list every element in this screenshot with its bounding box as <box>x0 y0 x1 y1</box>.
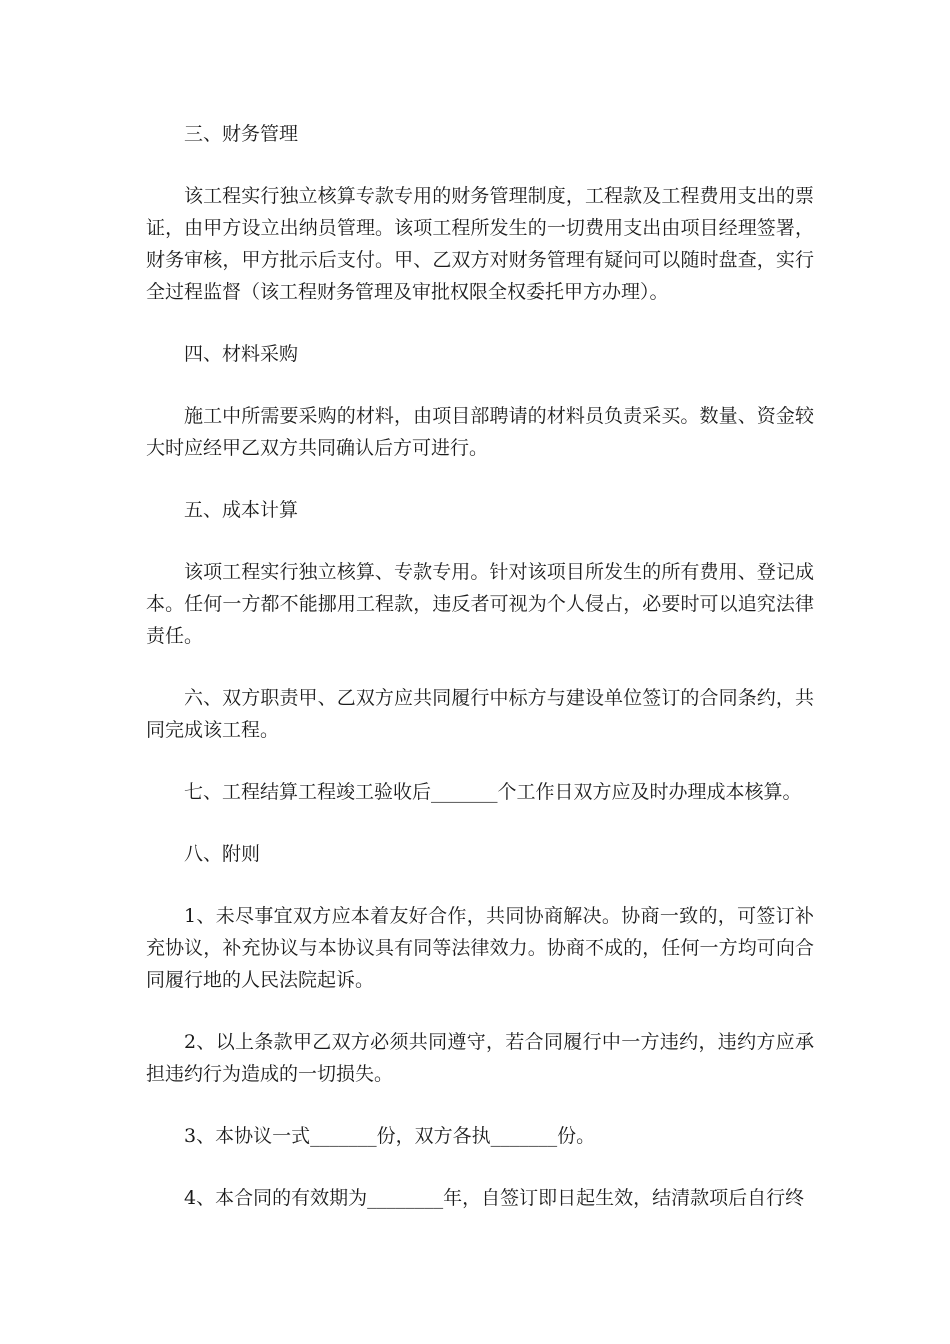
section-heading-appendix: 八、附则 <box>184 843 261 865</box>
appendix-item-4: 4、本合同的有效期为________年，自签订即日起生效，结清款项后自行终 <box>184 1187 805 1209</box>
appendix-item-2: 2、以上条款甲乙双方必须共同遵守，若合同履行中一方违约，违约方应承担违约行为造成的一切损失。 <box>146 1031 814 1085</box>
paragraph-cost: 该项工程实行独立核算、专款专用。针对该项目所发生的所有费用、登记成本。任何一方都不能挪用工程款，违反者可视为个人侵占，必要时可以追究法律责任。 <box>146 561 814 647</box>
appendix-item-3: 3、本协议一式_______份，双方各执_______份。 <box>184 1125 596 1147</box>
paragraph-settlement: 七、工程结算工程竣工验收后_______个工作日双方应及时办理成本核算。 <box>184 781 802 803</box>
section-heading-procurement: 四、材料采购 <box>184 343 299 365</box>
section-heading-cost: 五、成本计算 <box>184 499 299 521</box>
document-body <box>146 118 814 1214</box>
paragraph-procurement: 施工中所需要采购的材料，由项目部聘请的材料员负责采买。数量、资金较大时应经甲乙双方共同确认后方可进行。 <box>146 405 814 459</box>
section-heading-finance: 三、财务管理 <box>184 123 299 145</box>
appendix-item-1: 1、未尽事宜双方应本着友好合作，共同协商解决。协商一致的，可签订补充协议，补充协议与本协议具有同等法律效力。协商不成的，任何一方均可向合同履行地的人民法院起诉。 <box>146 905 814 991</box>
paragraph-finance: 该工程实行独立核算专款专用的财务管理制度，工程款及工程费用支出的票证，由甲方设立出纳员管理。该项工程所发生的一切费用支出由项目经理签署，财务审核，甲方批示后支付。甲、乙双方对财务管理有疑问可以随时盘查，实行全过程监督（该工程财务管理及审批权限全权委托甲方办理）。 <box>146 185 814 303</box>
paragraph-duties: 六、双方职责甲、乙双方应共同履行中标方与建设单位签订的合同条约，共同完成该工程。 <box>146 687 814 741</box>
